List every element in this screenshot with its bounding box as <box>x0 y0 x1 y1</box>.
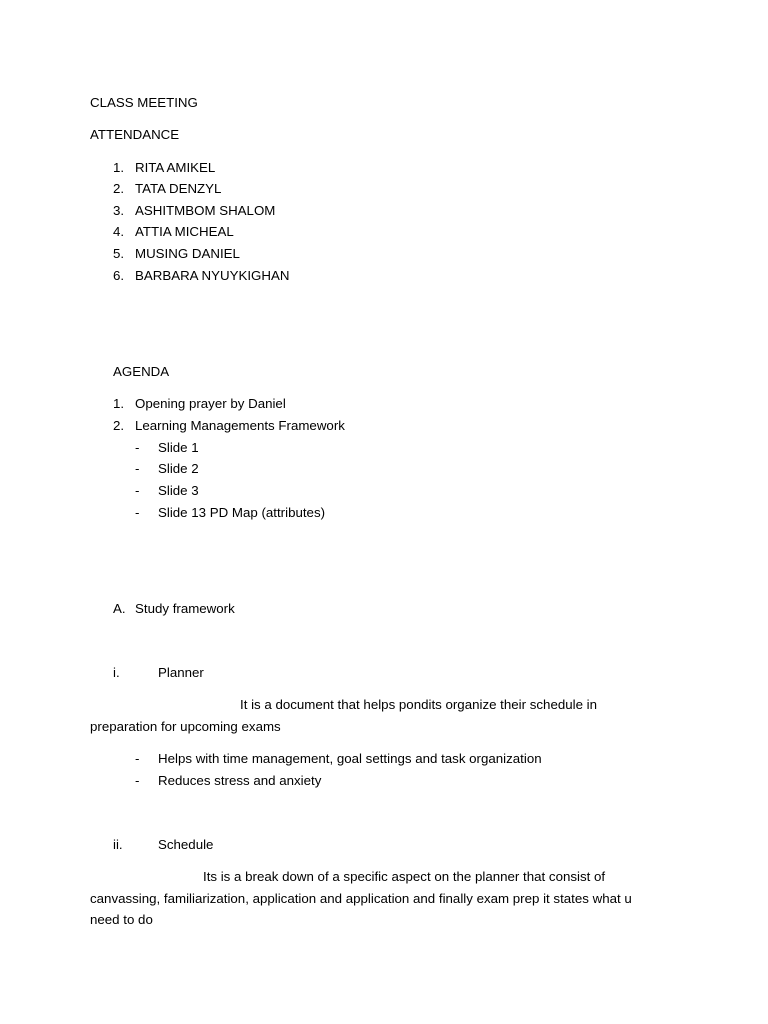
attendee-name: MUSING DANIEL <box>135 246 240 261</box>
dash-bullet: - <box>135 483 140 498</box>
planner-bullet: Reduces stress and anxiety <box>158 773 322 788</box>
dash-bullet: - <box>135 751 140 766</box>
agenda-subitem: Slide 2 <box>158 461 199 476</box>
schedule-heading: Schedule <box>158 837 214 852</box>
list-number: 3. <box>113 203 125 218</box>
agenda-heading: AGENDA <box>113 364 170 379</box>
attendance-heading: ATTENDANCE <box>90 127 180 142</box>
agenda-subitem: Slide 1 <box>158 440 199 455</box>
list-number: 2. <box>113 418 125 433</box>
list-number: 2. <box>113 181 125 196</box>
attendee-name: TATA DENZYL <box>135 181 222 196</box>
planner-heading: Planner <box>158 665 204 680</box>
agenda-subitem: Slide 3 <box>158 483 199 498</box>
dash-bullet: - <box>135 440 140 455</box>
attendee-name: BARBARA NYUYKIGHAN <box>135 268 290 283</box>
section-numeral: i. <box>113 665 120 680</box>
document-title: CLASS MEETING <box>90 95 198 110</box>
list-number: 1. <box>113 160 125 175</box>
list-number: 1. <box>113 396 125 411</box>
section-letter: A. <box>113 601 126 616</box>
attendee-name: ATTIA MICHEAL <box>135 224 234 239</box>
dash-bullet: - <box>135 505 140 520</box>
agenda-item: Opening prayer by Daniel <box>135 396 286 411</box>
schedule-paragraph-text: Its is a break down of a specific aspect on the planner that consist of canvassing, familiarization, application and application and finally exam prep it states what u need to do <box>90 869 632 928</box>
planner-paragraph <box>90 694 665 737</box>
planner-paragraph-text: It is a document that helps pondits organize their schedule in preparation for upcoming exams <box>90 697 598 734</box>
agenda-item: Learning Managements Framework <box>135 418 345 433</box>
list-number: 4. <box>113 224 125 239</box>
section-heading: Study framework <box>135 601 235 616</box>
agenda-subitem: Slide 13 PD Map (attributes) <box>158 505 326 520</box>
dash-bullet: - <box>135 461 140 476</box>
list-number: 5. <box>113 246 125 261</box>
schedule-paragraph <box>90 866 665 931</box>
attendee-name: RITA AMIKEL <box>135 160 216 175</box>
planner-bullet: Helps with time management, goal settings and task organization <box>158 751 542 766</box>
attendee-name: ASHITMBOM SHALOM <box>135 203 276 218</box>
dash-bullet: - <box>135 773 140 788</box>
section-numeral: ii. <box>113 837 123 852</box>
list-number: 6. <box>113 268 125 283</box>
